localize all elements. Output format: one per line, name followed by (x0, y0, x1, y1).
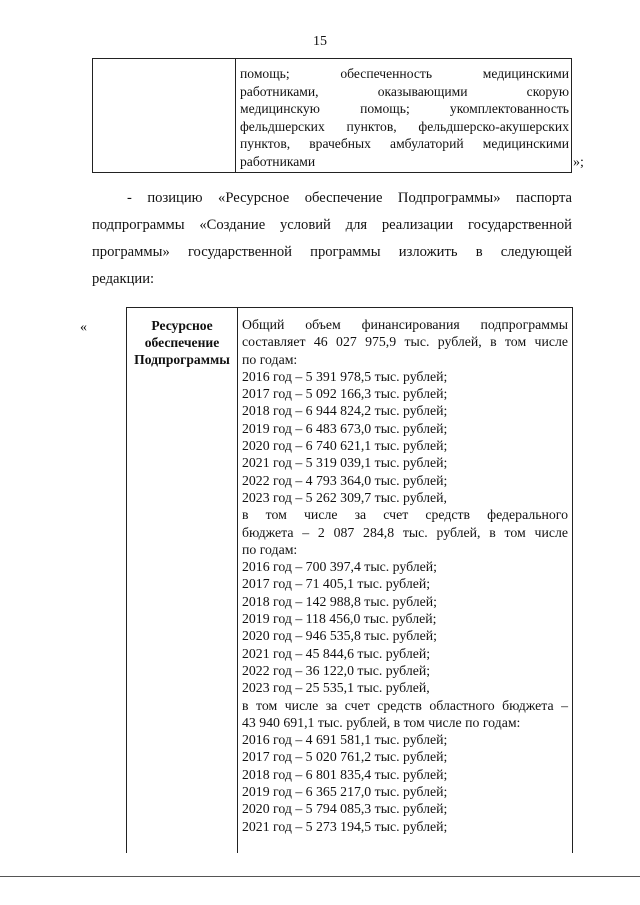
heading-line: Ресурсное (151, 318, 213, 333)
table1-line: работниками, оказывающими скорую (240, 83, 569, 99)
page-number: 15 (313, 34, 327, 49)
funding-line: по годам: (242, 541, 298, 557)
heading-line: Подпрограммы (134, 352, 230, 367)
heading-line: обеспечение (144, 335, 220, 350)
funding-line: бюджета – 2 087 284,8 тыс. рублей, в том числе (242, 524, 568, 540)
funding-line: 2017 год – 5 020 761,2 тыс. рублей; (242, 749, 448, 765)
funding-line: 2018 год – 6 801 835,4 тыс. рублей; (242, 766, 448, 782)
table1-line: пунктов, врачебных амбулаторий медицинскими (240, 136, 569, 151)
table1-line: работниками (240, 153, 316, 169)
funding-line: 2021 год – 45 844,6 тыс. рублей; (242, 645, 431, 661)
funding-line: 2017 год – 71 405,1 тыс. рублей; (242, 576, 431, 592)
funding-line: 2023 год – 5 262 309,7 тыс. рублей, (242, 489, 447, 505)
funding-line: 2021 год – 5 319 039,1 тыс. рублей; (242, 455, 448, 471)
funding-line: 2018 год – 142 988,8 тыс. рублей; (242, 593, 437, 609)
funding-line: 2022 год – 4 793 364,0 тыс. рублей; (242, 472, 448, 488)
table1-line: помощь; обеспеченность медицинскими (240, 66, 569, 81)
page-bottom-rule (0, 876, 640, 877)
table-fragment-right-cell (236, 59, 572, 173)
resource-content-cell (242, 316, 568, 835)
funding-line: 2017 год – 5 092 166,3 тыс. рублей; (242, 386, 448, 402)
table1-line: фельдшерских пунктов, фельдшерско-акушерских (240, 118, 569, 134)
resource-table (126, 307, 573, 853)
funding-line: 2016 год – 5 391 978,5 тыс. рублей; (242, 368, 448, 384)
funding-line: составляет 46 027 975,9 тыс. рублей, в том числе (242, 334, 568, 350)
funding-line: в том числе за счет средств федерального (242, 507, 568, 523)
funding-line: 2020 год – 5 794 085,3 тыс. рублей; (242, 801, 448, 817)
table1-line: медицинскую помощь; укомплектованность (240, 101, 569, 116)
funding-line: 2022 год – 36 122,0 тыс. рублей; (242, 662, 431, 678)
table-divider (237, 308, 238, 853)
funding-line: 2016 год – 4 691 581,1 тыс. рублей; (242, 732, 448, 748)
funding-line: 2019 год – 6 365 217,0 тыс. рублей; (242, 784, 448, 800)
funding-line: по годам: (242, 351, 298, 367)
funding-line: 2023 год – 25 535,1 тыс. рублей, (242, 680, 430, 696)
closing-quote: »; (573, 155, 584, 170)
resource-heading-cell (127, 317, 237, 368)
funding-line: 2019 год – 118 456,0 тыс. рублей; (242, 611, 437, 627)
paragraph-line: - позицию «Ресурсное обеспечение Подпрограммы» паспорта (127, 190, 572, 206)
funding-line: 2018 год – 6 944 824,2 тыс. рублей; (242, 403, 448, 419)
table-fragment-left-cell (93, 59, 236, 173)
table-fragment-top (92, 58, 572, 173)
funding-line: 2019 год – 6 483 673,0 тыс. рублей; (242, 420, 448, 436)
funding-line: 2021 год – 5 273 194,5 тыс. рублей; (242, 818, 448, 834)
funding-line: в том числе за счет средств областного бюджета – (242, 697, 568, 713)
paragraph-line: редакции: (92, 271, 155, 287)
paragraph-line: программы» государственной программы изложить в следующей (92, 244, 572, 260)
funding-line: 2016 год – 700 397,4 тыс. рублей; (242, 559, 437, 575)
paragraph-line: подпрограммы «Создание условий для реализации государственной (92, 217, 572, 233)
funding-line: 2020 год – 6 740 621,1 тыс. рублей; (242, 438, 448, 454)
funding-line: 2020 год – 946 535,8 тыс. рублей; (242, 628, 437, 644)
opening-quote: « (80, 320, 87, 335)
funding-line: Общий объем финансирования подпрограммы (242, 317, 568, 332)
funding-line: 43 940 691,1 тыс. рублей, в том числе по годам: (242, 714, 521, 730)
